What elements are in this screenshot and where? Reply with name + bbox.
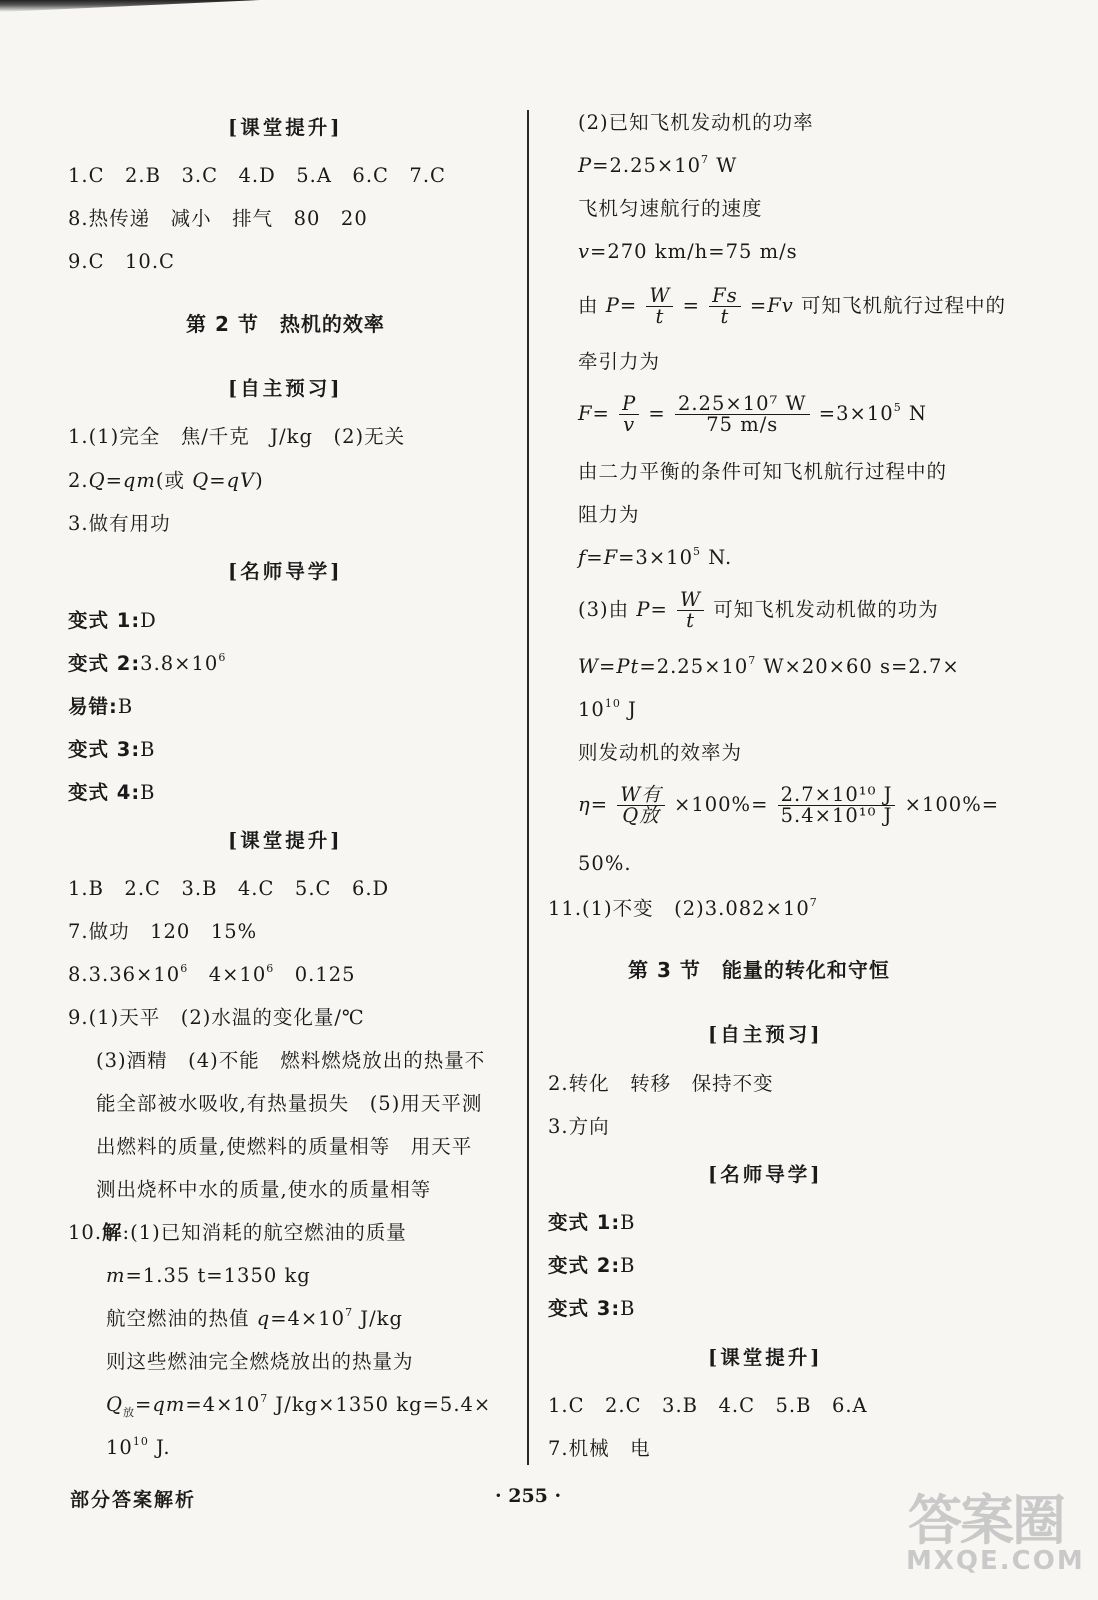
answer-line: 则这些燃油完全燃烧放出的热量为 [106,1350,414,1373]
answer-line: 变式 4:B [68,781,156,804]
answer-line: 变式 3:B [548,1297,636,1320]
answer-line: 能全部被水吸收,有热量损失 (5)用天平测 [96,1092,483,1115]
answer-line: 7.机械 电 [548,1437,651,1460]
answer-line: $W=Pt=2.25\times 10^7$ W×20×60 s=2.7× [578,654,960,678]
answer-line: $8.3.36\times 10^6$ $4\times 10^6$ 0.125 [68,962,356,986]
answer-line: 出燃料的质量,使燃料的质量相等 用天平 [96,1135,473,1158]
answer-line: 1.C 2.C 3.B 4.C 5.B 6.A [548,1394,868,1417]
answer-line: (3)酒精 (4)不能 燃料燃烧放出的热量不 [96,1049,486,1072]
formula-line: (3)由 P= $\frac{W}{t}$ 可知飞机发动机做的功为 [578,588,939,632]
answer-line: 航空燃油的热值 $q=4\times 10^7$ J/kg [106,1306,403,1330]
fraction: $\frac{\text{2.7×10¹⁰ J}}{\text{5.4×10¹⁰ J}}$ [778,785,896,826]
answer-line: 牵引力为 [578,350,661,373]
fraction: $\frac{\text{W有}}{\text{Q放}}$ [617,785,665,826]
fraction: $\frac{Fs}{t}$ [709,286,741,327]
heading-ketang-tisheng: [课堂提升] [228,116,343,139]
section-title: 第 3 节 能量的转化和守恒 [628,958,890,982]
answer-line: 1.C 2.B 3.C 4.D 5.A 6.C 7.C [68,164,446,187]
answer-line: 飞机匀速航行的速度 [578,197,763,220]
answer-line: 阻力为 [578,503,640,526]
heading-mingshi-daoxue: [名师导学] [228,560,343,583]
answer-line: 1.(1)完全 焦/千克 J/kg (2)无关 [68,425,406,448]
answer-line: 由二力平衡的条件可知飞机航行过程中的 [578,460,948,483]
answer-line: 9.C 10.C [68,250,175,273]
heading-zizhu-yuxi: [自主预习] [708,1023,823,1046]
answer-line: $10^{10}$ J [578,697,637,721]
scan-edge-shadow [0,0,260,12]
watermark-url: MXQE.COM [906,1546,1085,1576]
watermark-logo [900,1478,1085,1588]
answer-line: 测出烧杯中水的质量,使水的质量相等 [96,1178,432,1201]
answer-line: $f=F=3\times 10^5$ N. [578,545,733,569]
answer-line: 变式 $2:3.8\times 10^6$ [68,651,227,675]
fraction: $\frac{W}{t}$ [646,286,673,327]
answer-line: 易错:B [68,695,134,718]
answer-line: 50%. [578,852,632,875]
answer-line: 3.方向 [548,1115,610,1138]
answer-line: $10^{10}$ J. [106,1435,171,1459]
answer-line: 2.转化 转移 保持不变 [548,1072,774,1095]
formula-line: F= $\frac{P}{v}$ = $\frac{\text{2.25×10⁷ W}}{75 m/s}$ $=3\times 10^5$ N [578,392,927,436]
answer-line: (2)已知飞机发动机的功率 [578,111,814,134]
answer-line: v=270 km/h=75 m/s [578,240,798,263]
answer-line: 9.(1)天平 (2)水温的变化量/℃ [68,1006,365,1029]
answer-line: 2.Q=qm(或 Q=qV) [68,469,264,492]
answer-line: 10.解:(1)已知消耗的航空燃油的质量 [68,1221,407,1244]
answer-line: 7.做功 120 15% [68,920,258,943]
answer-line: $Q_放=qm=4\times 10^7$ J/kg×1350 kg=5.4× [106,1392,492,1419]
heading-mingshi-daoxue: [名师导学] [708,1163,823,1186]
answer-line: $P=2.25\times 10^7$ W [578,153,738,177]
heading-ketang-tisheng: [课堂提升] [228,829,343,852]
heading-zizhu-yuxi: [自主预习] [228,377,343,400]
section-title: 第 2 节 热机的效率 [186,312,385,336]
answer-line: m=1.35 t=1350 kg [106,1264,311,1287]
answer-line: 1.B 2.C 3.B 4.C 5.C 6.D [68,877,390,900]
formula-line: η= $\frac{\text{W有}}{\text{Q放}}$ ×100%= $\frac{\text{2.7×10¹⁰ J}}{\text{5.4×10¹⁰ J}}$ ×100%= [578,783,1000,827]
fraction: $\frac{W}{t}$ [677,590,704,631]
heading-ketang-tisheng: [课堂提升] [708,1346,823,1369]
answer-line: 变式 1:B [548,1211,636,1234]
fraction: $\frac{P}{v}$ [619,394,639,435]
column-divider [527,110,529,1465]
answer-line: 变式 1:D [68,609,157,632]
fraction: $\frac{\text{2.25×10⁷ W}}{75 m/s}$ [675,394,810,435]
answer-line: 8.热传递 减小 排气 80 20 [68,207,368,230]
watermark-text: 答案圈 [908,1489,1064,1552]
answer-line: 变式 3:B [68,738,156,761]
answer-line: 则发动机的效率为 [578,741,743,764]
answer-line: 变式 2:B [548,1254,636,1277]
formula-line: 由 P= $\frac{W}{t}$ = $\frac{Fs}{t}$ =Fv 可知飞机航行过程中的 [578,284,1007,328]
footer-title: 部分答案解析 [70,1489,197,1511]
answer-line: 3.做有用功 [68,512,171,535]
answer-line: 11.(1)不变 $(2)3.082\times 10^7$ [548,896,818,920]
page-number: · 255 · [495,1485,562,1507]
